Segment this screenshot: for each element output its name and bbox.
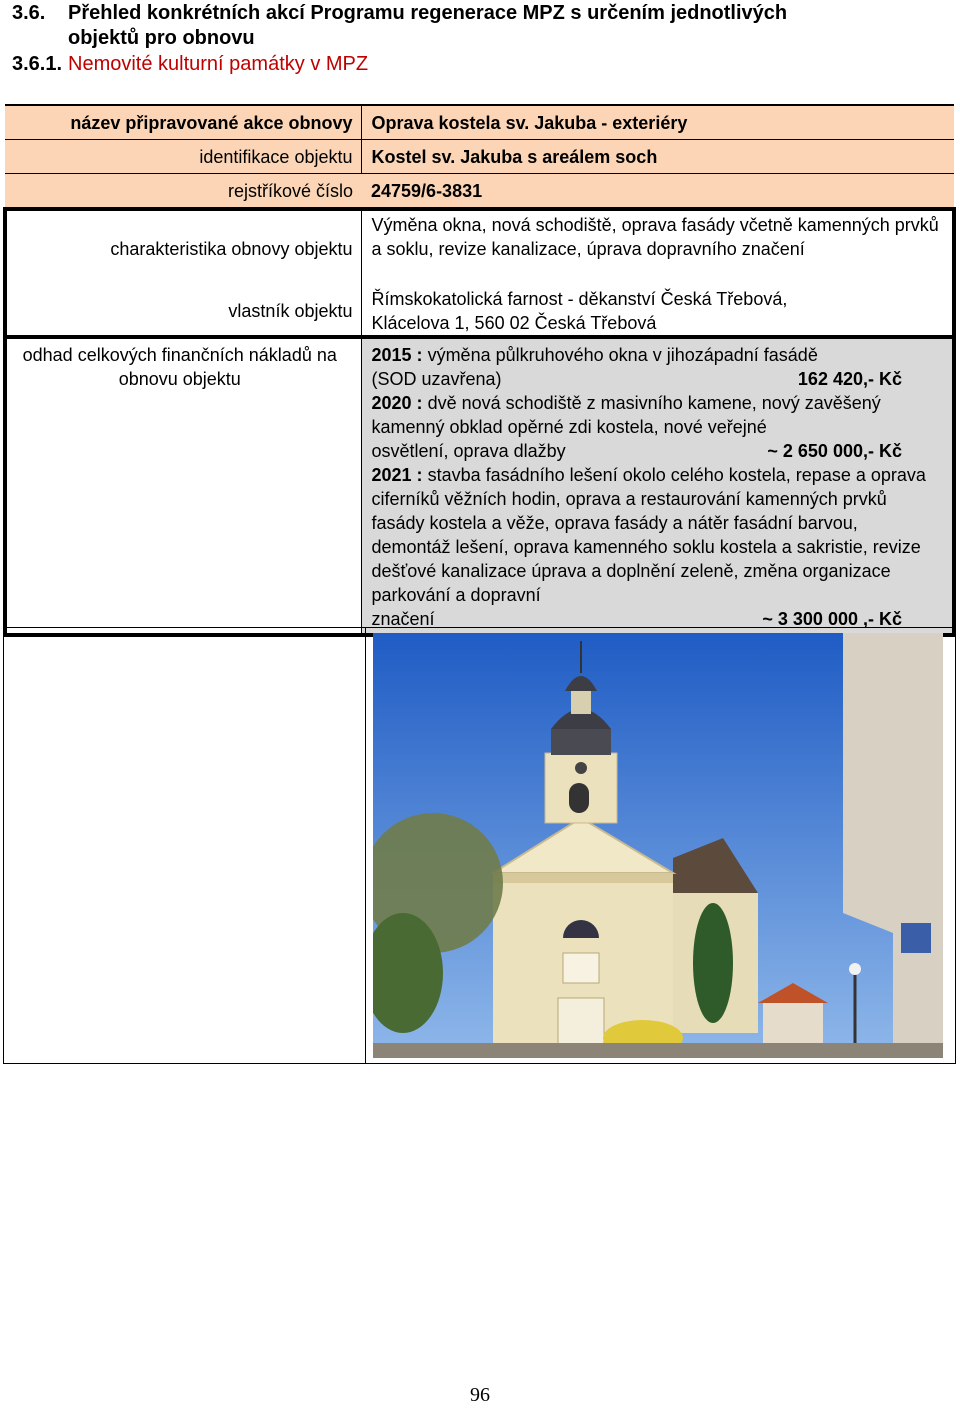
cost-row <box>5 337 954 635</box>
cost-2021-text: stavba fasádního lešení okolo celého kostela, repase a oprava ciferníků věžních hodin, oprava a restaurování kamenných prvků fasády kostela a věže, oprava fasády a nátěr fasádní barvou, demontáž lešení, oprava kamenného soklu kostela a sakristie, revize dešťové kanalizace úprava a doplnění zeleně, změna organizace parkování a dopravní <box>371 465 926 605</box>
char-row <box>5 209 954 287</box>
cost-2015-text: výměna půlkruhového okna v jihozápadní fasádě <box>427 345 818 365</box>
cost-label: odhad celkových finančních nákladů na obnovu objektu <box>5 337 361 635</box>
church-photo <box>373 633 943 1058</box>
subheading-number: 3.6.1. <box>12 53 63 75</box>
heading-text: Přehled konkrétních akcí Programu regenerace MPZ s určením jednotlivých <box>68 2 788 24</box>
subheading-text: Nemovité kulturní památky v MPZ <box>68 53 369 75</box>
cost-2020-total <box>372 439 931 463</box>
action-row <box>5 105 954 140</box>
cost-2020 <box>372 391 931 439</box>
char-value: Výměna okna, nová schodiště, oprava fasády včetně kamenných prvků a soklu, revize kanalizace, úprava dopravního značení <box>361 209 954 287</box>
cost-2020-year: 2020 : <box>371 393 423 413</box>
cost-2021-amount: ~ 3 300 000 ,- Kč <box>762 609 902 629</box>
ident-label: identifikace objektu <box>5 140 361 174</box>
owner-row <box>5 287 954 337</box>
monument-card <box>3 104 956 637</box>
cost-2021-last: značení <box>371 609 435 629</box>
owner-value <box>361 287 954 337</box>
reg-value: 24759/6-3831 <box>361 174 954 210</box>
page-number: 96 <box>470 1384 490 1406</box>
cost-2015-note: (SOD uzavřena) <box>371 369 502 389</box>
ident-value: Kostel sv. Jakuba s areálem soch <box>361 140 954 174</box>
cost-2020-amount: ~ 2 650 000,- Kč <box>767 441 902 461</box>
cost-value <box>361 337 954 635</box>
cost-2015-year: 2015 : <box>371 345 423 365</box>
subheading-section <box>12 51 368 77</box>
owner-line2: Klácelova 1, 560 02 Česká Třebová <box>371 313 657 333</box>
cost-2015-total <box>372 367 931 391</box>
heading-text-continued: objektů pro obnovu <box>68 27 255 49</box>
cost-2020-last: osvětlení, oprava dlažby <box>371 441 566 461</box>
cost-2021-year: 2021 : <box>371 465 423 485</box>
cost-2020-text: dvě nová schodiště z masivního kamene, nový zavěšený kamenný obklad opěrné zdi kostela, nové veřejné <box>371 393 881 437</box>
owner-label: vlastník objektu <box>5 287 361 337</box>
cost-2021 <box>372 463 931 607</box>
ident-row <box>5 140 954 174</box>
reg-label: rejstříkové číslo <box>5 174 361 210</box>
owner-line1: Římskokatolická farnost - děkanství Česká Třebová, <box>371 289 788 309</box>
heading-section <box>12 0 787 26</box>
cost-2015 <box>372 343 931 367</box>
char-label: charakteristika obnovy objektu <box>5 209 361 287</box>
reg-row <box>5 174 954 210</box>
action-value: Oprava kostela sv. Jakuba - exteriéry <box>361 105 954 140</box>
cost-2015-amount: 162 420,- Kč <box>797 369 902 389</box>
heading-number: 3.6. <box>12 2 46 24</box>
photo-cell-divider <box>365 628 366 1063</box>
action-label: název připravované akce obnovy <box>5 105 361 140</box>
